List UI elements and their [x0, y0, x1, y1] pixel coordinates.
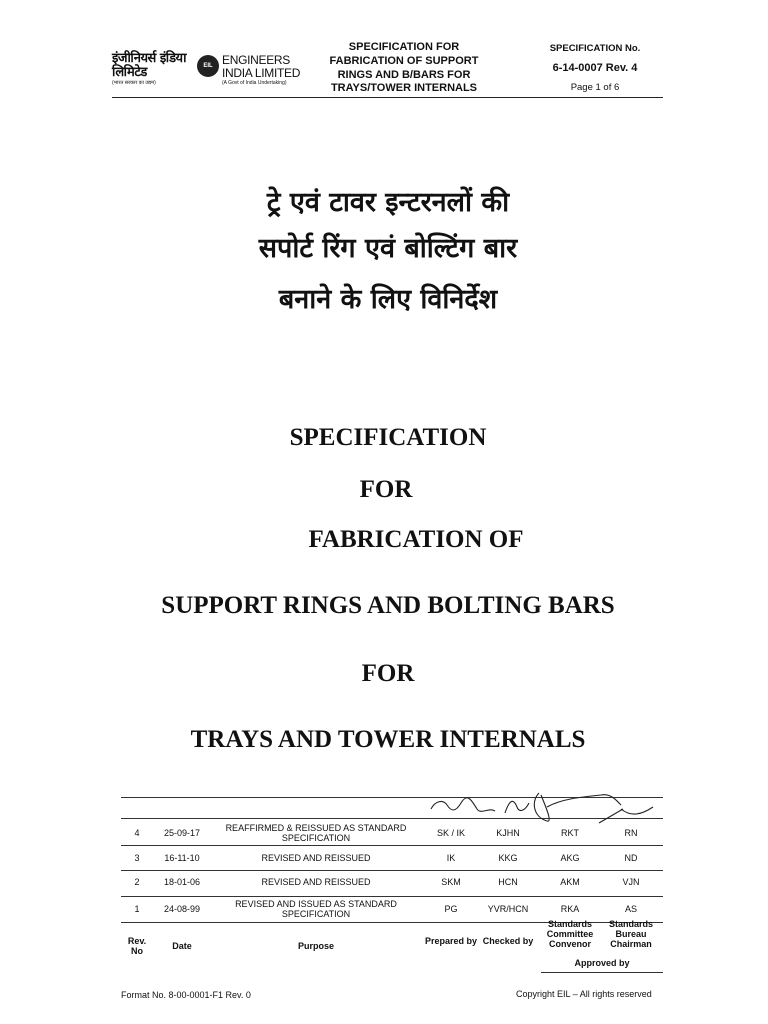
spec-number: 6-14-0007 Rev. 4: [552, 62, 638, 74]
cell-checked: HCN: [498, 877, 518, 887]
header-purpose: Purpose: [297, 941, 334, 951]
cell-chairman: VJN: [622, 877, 640, 887]
english-title-line: FOR: [359, 476, 413, 503]
format-number: Format No. 8-00-0001-F1 Rev. 0: [121, 990, 251, 1000]
header-title-line: TRAYS/TOWER INTERNALS: [330, 82, 478, 95]
logo-hindi-subtitle: (भारत सरकार का उद्यम): [112, 80, 156, 86]
cell-checked: KJHN: [496, 828, 520, 838]
cell-convenor: AKM: [560, 877, 580, 887]
logo-emblem-icon: EIL: [197, 55, 219, 77]
cell-chairman: ND: [624, 853, 638, 863]
cell-purpose: REVISED AND REISSUED: [261, 853, 371, 863]
logo-hindi-name: इंजीनियर्स इंडिया लिमिटेड: [112, 51, 186, 80]
cell-convenor: AKG: [560, 853, 580, 863]
cell-date: 18-01-06: [163, 877, 201, 887]
cell-date: 25-09-17: [163, 828, 201, 838]
english-title-line: FABRICATION OF: [308, 526, 524, 553]
table-rule: [541, 972, 663, 973]
hindi-title-line: ट्रे एवं टावर इन्टरनलों की: [266, 187, 510, 218]
cell-date: 24-08-99: [163, 904, 201, 914]
header-title-line: FABRICATION OF SUPPORT: [329, 54, 479, 67]
cell-prepared: PG: [444, 904, 458, 914]
table-rule: [121, 870, 663, 871]
header-title-line: RINGS AND B/BARS FOR: [337, 68, 471, 81]
header-bureau-chairman: Standards Bureau Chairman: [608, 919, 653, 949]
cell-rev: 3: [134, 853, 140, 863]
english-title-line: FOR: [361, 660, 415, 687]
header-approved-by: Approved by: [574, 958, 630, 968]
english-title-line: SPECIFICATION: [289, 424, 487, 451]
cell-rev: 2: [134, 877, 140, 887]
cell-purpose: REAFFIRMED & REISSUED AS STANDARD SPECIFICATION: [225, 823, 407, 843]
revision-table: [121, 797, 663, 977]
cell-prepared: SKM: [441, 877, 461, 887]
header-title-line: SPECIFICATION FOR: [348, 41, 460, 53]
cell-convenor: RKT: [561, 828, 579, 838]
english-title-line: SUPPORT RINGS AND BOLTING BARS: [161, 592, 615, 619]
logo-english-name-line2: INDIA LIMITED: [222, 66, 301, 80]
header-divider: [112, 97, 663, 98]
header-prepared-by: Prepared by: [424, 936, 478, 946]
copyright: Copyright EIL – All rights reserved: [516, 989, 652, 999]
cell-purpose: REVISED AND ISSUED AS STANDARD SPECIFICATION: [235, 899, 397, 919]
cell-rev: 1: [134, 904, 140, 914]
cell-date: 16-11-10: [164, 853, 200, 863]
cell-convenor: RKA: [560, 904, 580, 914]
spec-number-label: SPECIFICATION No.: [549, 43, 641, 54]
cell-rev: 4: [134, 828, 140, 838]
cell-chairman: AS: [624, 904, 637, 914]
cell-checked: YVR/HCN: [487, 904, 529, 914]
hindi-title-line: सपोर्ट रिंग एवं बोल्टिंग बार: [258, 233, 518, 264]
header-checked-by: Checked by: [482, 936, 534, 946]
english-title-line: TRAYS AND TOWER INTERNALS: [190, 726, 586, 753]
table-rule: [121, 896, 663, 897]
logo-english-subtitle: (A Govt of India Undertaking): [222, 80, 287, 86]
hindi-title-line: बनाने के लिए विनिर्देश: [278, 284, 498, 315]
cell-checked: KKG: [498, 853, 518, 863]
cell-purpose: REVISED AND REISSUED: [261, 877, 371, 887]
header-date: Date: [172, 941, 192, 951]
company-logo: [112, 50, 308, 92]
header-title: [318, 41, 490, 96]
page-number: Page 1 of 6: [570, 82, 620, 93]
cell-chairman: RN: [624, 828, 638, 838]
logo-english-name-line1: ENGINEERS: [222, 53, 290, 67]
logo-english-name: [222, 54, 300, 80]
cell-prepared: SK / IK: [436, 828, 465, 838]
header-committee-convenor: Standards Committee Convenor: [546, 919, 594, 949]
header-rev-no: Rev. No: [127, 936, 147, 956]
signatures-icon: [421, 787, 663, 831]
table-rule: [121, 845, 663, 846]
cell-prepared: IK: [446, 853, 456, 863]
